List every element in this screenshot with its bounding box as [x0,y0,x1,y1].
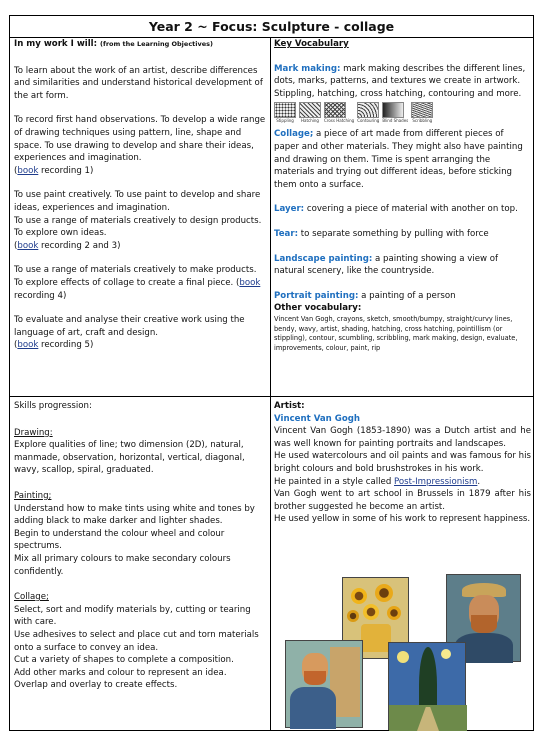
texture-label: Blind Shades [382,118,409,124]
collage-text-5: Overlap and overlay to create effects. [14,680,178,691]
skills-section [14,400,268,692]
painting-heading: Painting; [14,490,52,501]
painting-text-2: Begin to understand the colour wheel and colour spectrums. [14,528,225,552]
texture-label: Contouring [357,118,380,124]
drawing-heading: Drawing: [14,427,53,438]
vocab-tear [274,228,531,241]
objective-4 [14,264,268,302]
texture-swatch [324,102,354,124]
texture-swatch [274,102,296,124]
drawing-text: Explore qualities of line; two dimension (2D), natural, manmade, observation, horizontal, vertical, diagonal, wavy, scallop, spiral, graduated. [14,440,245,476]
artist-bio-4: Van Gogh went to art school in Brussels in 1879 after his brother suggested he become an artist. [274,489,531,512]
collage-text-3: Cut a variety of shapes to complete a composition. [14,655,234,666]
objective-5-ref: (book recording 5) [14,340,94,351]
ref-text-4: recording 5) [38,340,94,351]
def-layer: covering a piece of material with another on top. [304,204,518,215]
vocab-landscape [274,253,531,278]
artist-heading: Artist: [274,401,305,411]
objectives-heading-text: In my work I will: [14,39,98,49]
term-tear: Tear: [274,228,299,239]
book-link-4[interactable]: book [17,340,39,351]
vocabulary-heading: Key Vocabulary [274,39,349,49]
objectives-heading [14,38,268,51]
ref-open: ( [14,165,18,176]
vocab-portrait [274,290,531,303]
objective-2-ref [14,165,268,178]
def-collage: a piece of art made from different pieces of paper and other materials. They might also have painting and drawing on them. Time is spent arranging the materials and trying out different ideas, before sticking them onto a surface. [274,129,523,190]
collage-text-4: Add other marks and colour to represent an idea. [14,667,227,678]
objective-4-text: To use a range of materials creatively to make products. To explore effects of collage to create a final piece. ( [14,265,257,288]
style-end: . [477,476,481,487]
artist-bio-3 [274,476,531,489]
other-vocab-heading: Other vocabulary: [274,303,362,314]
book-link-3[interactable]: book [239,277,261,288]
row-divider [10,396,533,397]
texture-label: Stippling [276,118,294,124]
texture-swatch [411,102,433,124]
vocabulary-section [274,38,531,353]
artist-bio-2: He used watercolours and oil paints and was famous for his bright colours and bold brushstrokes in his work. [274,451,531,474]
texture-swatch [357,102,379,124]
cypress-starry-road-painting [388,642,466,730]
knowledge-organiser [9,15,534,731]
objectives-heading-sub: (from the Learning Objectives) [100,40,213,48]
column-divider [270,37,271,730]
book-link-1[interactable]: book [17,165,39,176]
term-collage: Collage; [274,129,314,140]
def-tear: to separate something by pulling with force [298,228,489,239]
vocab-layer [274,203,531,216]
other-vocab-text: Vincent Van Gogh, crayons, sketch, smooth/bumpy, straight/curvy lines, bendy, wavy, artist, shading, hatching, cross hatching, pointillism (or stippling), contour, scumbling, scribbling, mark making, design, evaluate, improvements, colour, paint, rip [274,314,518,352]
artist-bio-1: Vincent Van Gogh (1853-1890) was a Dutch artist and he was well known for painting portraits and landscapes. [274,426,531,449]
objective-2: To record first hand observations. To develop a wide range of drawing techniques using pattern, line, shape and space. To use drawing to develop and share their ideas, experiences and imagination. [14,115,266,164]
post-impressionism-link[interactable]: Post-Impressionism [394,476,478,487]
page-title: Year 2 ~ Focus: Sculpture - collage [10,16,533,38]
term-layer: Layer: [274,204,305,215]
self-portrait-easel-painting [285,640,363,728]
texture-label: Scribbling [412,118,433,124]
style-text: He painted in a style called [274,476,395,487]
objective-3b: To use a range of materials creatively to design products. To explore own ideas. [14,215,262,239]
objective-3-ref: (book recording 2 and 3) [14,240,121,251]
collage-text-2: Use adhesives to select and place cut and torn materials onto a surface to convey an idea. [14,629,259,653]
objectives-section [14,38,268,352]
ref-text-3: recording 4) [14,290,67,301]
texture-swatch [299,102,321,124]
artist-name: Vincent Van Gogh [274,413,361,424]
artist-section [274,400,531,526]
book-link-2[interactable]: book [17,240,39,251]
def-mark-making: mark making describes the different lines, dots, marks, patterns, and textures we create in artwork. Stippling, hatching, cross hatching, contouring and more. [274,63,526,99]
collage-text-1: Select, sort and modify materials by, cutting or tearing with care. [14,604,251,628]
term-landscape: Landscape painting: [274,253,373,264]
vocab-collage [274,128,531,191]
ref-text-2: recording 2 and 3) [38,240,121,251]
objective-3: To use paint creatively. To use paint to develop and share ideas, experiences and imagination. [14,190,261,213]
term-mark-making: Mark making: [274,63,341,74]
mark-making-texture-strip [274,102,531,124]
texture-swatch [382,102,408,124]
texture-label: Cross Hatching [324,118,355,124]
painting-text-3: Mix all primary colours to make secondary colours confidently. [14,553,231,577]
def-portrait: a painting of a person [358,290,456,301]
ref-text-1: recording 1) [38,165,94,176]
objective-1: To learn about the work of an artist, describe differences and similarities and understand historical development of the art form. [14,65,263,101]
skills-heading: Skills progression: [14,401,92,411]
vocab-mark-making [274,63,531,101]
painting-text-1: Understand how to make tints using white and tones by adding black to make darker and lighter shades. [14,503,255,527]
term-portrait: Portrait painting: [274,290,359,301]
collage-heading: Collage; [14,592,49,603]
def-landscape: a painting showing a view of natural scenery, like the countryside. [274,253,499,277]
texture-label: Hatching [301,118,319,124]
artist-bio-5: He used yellow in some of his work to represent happiness. [274,514,531,525]
objective-5: To evaluate and analyse their creative work using the language of art, craft and design. [14,315,245,338]
